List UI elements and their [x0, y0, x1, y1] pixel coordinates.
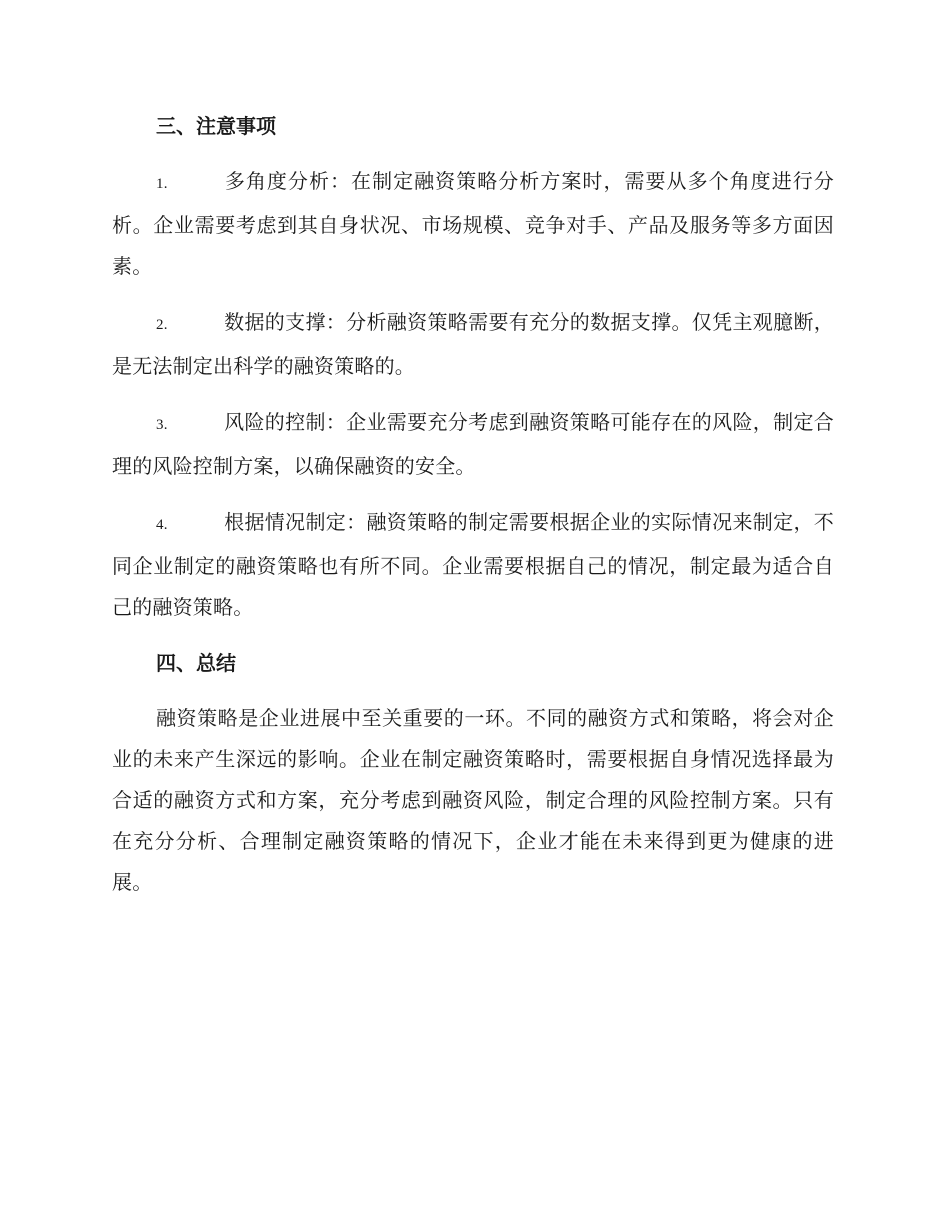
section-heading-summary: 四、总结	[156, 651, 236, 675]
list-item-text: 数据的支撑：分析融资策略需要有充分的数据支撑。仅凭主观臆断，是无法制定出科学的融资策略的。	[112, 310, 834, 378]
list-item-number: 4.	[156, 517, 168, 533]
summary-paragraph: 融资策略是企业进展中至关重要的一环。不同的融资方式和策略，将会对企业的未来产生深远的影响。企业在制定融资策略时，需要根据自身情况选择最为合适的融资方式和方案，充分考虑到融资风险，制定合理的风险控制方案。只有在充分分析、合理制定融资策略的情况下，企业才能在未来得到更为健康的进展。	[112, 706, 834, 894]
list-item	[112, 502, 834, 628]
list-item-text: 根据情况制定：融资策略的制定需要根据企业的实际情况来制定，不同企业制定的融资策略也有所不同。企业需要根据自己的情况，制定最为适合自己的融资策略。	[112, 510, 834, 619]
list-item-number: 1.	[156, 176, 168, 192]
list-item-text: 多角度分析：在制定融资策略分析方案时，需要从多个角度进行分析。企业需要考虑到其自身状况、市场规模、竞争对手、产品及服务等多方面因素。	[112, 169, 834, 278]
list-item-number: 3.	[156, 417, 168, 433]
section-heading-notes: 三、注意事项	[156, 114, 276, 138]
list-item	[112, 302, 834, 387]
list-item	[112, 402, 834, 487]
list-item	[112, 161, 834, 287]
document-body	[112, 106, 834, 918]
list-item-number: 2.	[156, 317, 168, 333]
list-item-text: 风险的控制：企业需要充分考虑到融资策略可能存在的风险，制定合理的风险控制方案，以确保融资的安全。	[112, 410, 834, 478]
